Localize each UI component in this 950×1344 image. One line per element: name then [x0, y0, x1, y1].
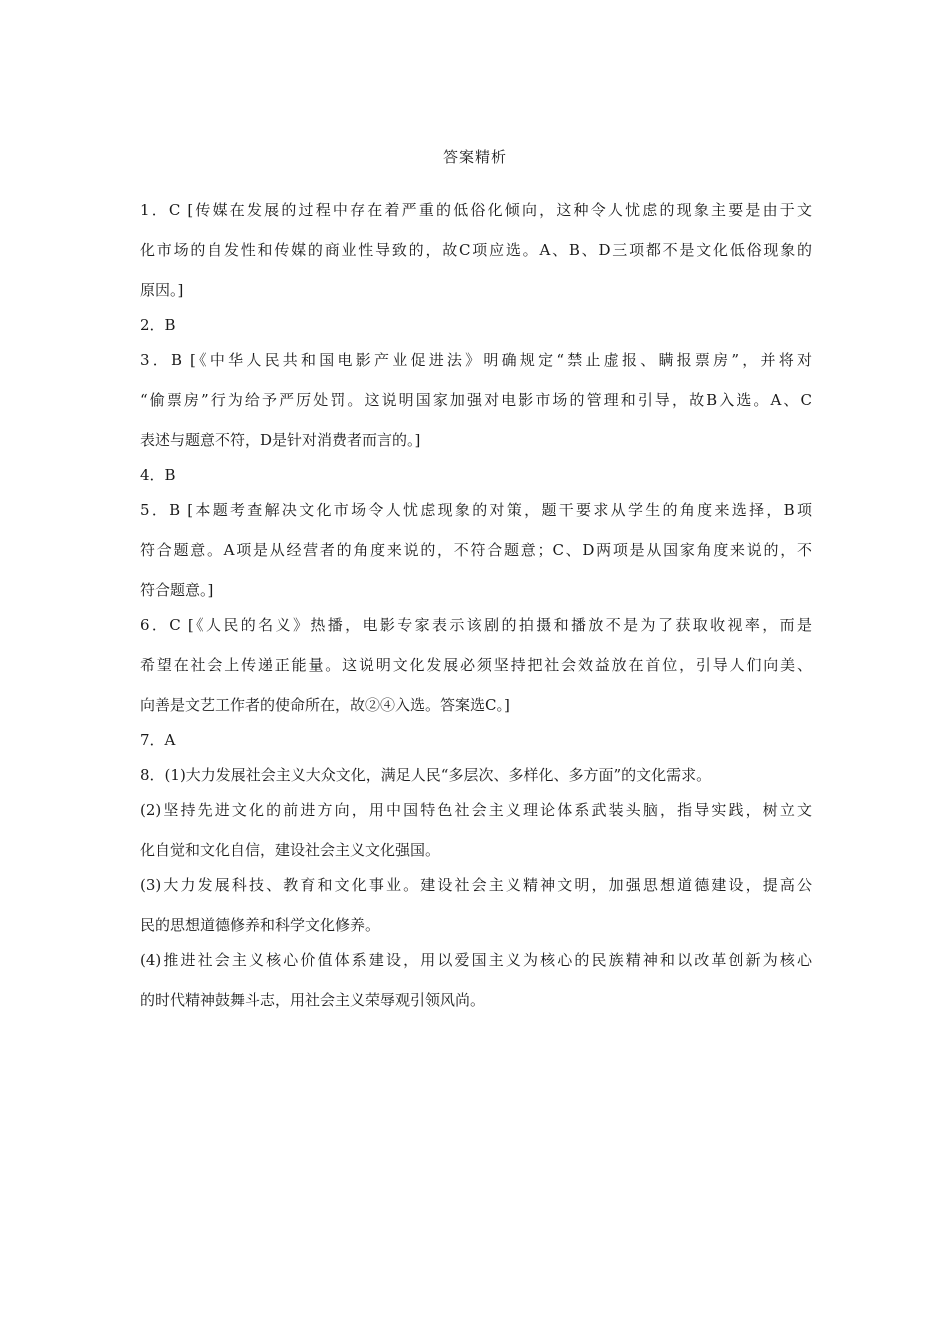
text-line: 的时代精神鼓舞斗志，用社会主义荣辱观引领风尚。	[140, 991, 486, 1009]
text-line: 2．B	[140, 316, 176, 334]
page-title: 答案精析	[442, 148, 507, 166]
text-line: 8．(1)大力发展社会主义大众文化，满足人民“多层次、多样化、多方面”的文化需求。	[140, 766, 712, 784]
text-line: “偷票房”行为给予严厉处罚。这说明国家加强对电影市场的管理和引导，故B入选。A、C	[140, 391, 812, 409]
text-line: 民的思想道德修养和科学文化修养。	[140, 916, 381, 934]
text-line: 符合题意。A项是从经营者的角度来说的，不符合题意；C、D两项是从国家角度来说的，不	[140, 541, 812, 559]
text-line: 6．C [《人民的名义》热播，电影专家表示该剧的拍摄和播放不是为了获取收视率，而是	[140, 616, 812, 634]
text-line: 表述与题意不符，D是针对消费者而言的。]	[140, 431, 421, 449]
text-line: 向善是文艺工作者的使命所在，故②④入选。答案选C。]	[140, 696, 510, 714]
text-line: (4)推进社会主义核心价值体系建设，用以爱国主义为核心的民族精神和以改革创新为核心	[140, 951, 812, 969]
answer-content	[140, 201, 812, 1026]
text-line: 化市场的自发性和传媒的商业性导致的，故C项应选。A、B、D三项都不是文化低俗现象的	[140, 241, 812, 259]
text-line: (3)大力发展科技、教育和文化事业。建设社会主义精神文明，加强思想道德建设，提高公	[140, 876, 812, 894]
text-line: 7．A	[140, 731, 176, 749]
text-line: 希望在社会上传递正能量。这说明文化发展必须坚持把社会效益放在首位，引导人们向美、	[140, 656, 812, 674]
text-line: (2)坚持先进文化的前进方向，用中国特色社会主义理论体系武装头脑，指导实践，树立文	[140, 801, 812, 819]
text-line: 5．B [本题考查解决文化市场令人忧虑现象的对策，题干要求从学生的角度来选择，B项	[140, 501, 812, 519]
text-line: 符合题意。]	[140, 581, 214, 599]
text-line: 原因。]	[140, 281, 184, 299]
text-line: 1．C [传媒在发展的过程中存在着严重的低俗化倾向，这种令人忧虑的现象主要是由于文	[140, 201, 812, 219]
text-line: 化自觉和文化自信，建设社会主义文化强国。	[140, 841, 441, 859]
text-line: 4．B	[140, 466, 176, 484]
text-line: 3．B [《中华人民共和国电影产业促进法》明确规定“禁止虚报、瞒报票房”，并将对	[140, 351, 812, 369]
